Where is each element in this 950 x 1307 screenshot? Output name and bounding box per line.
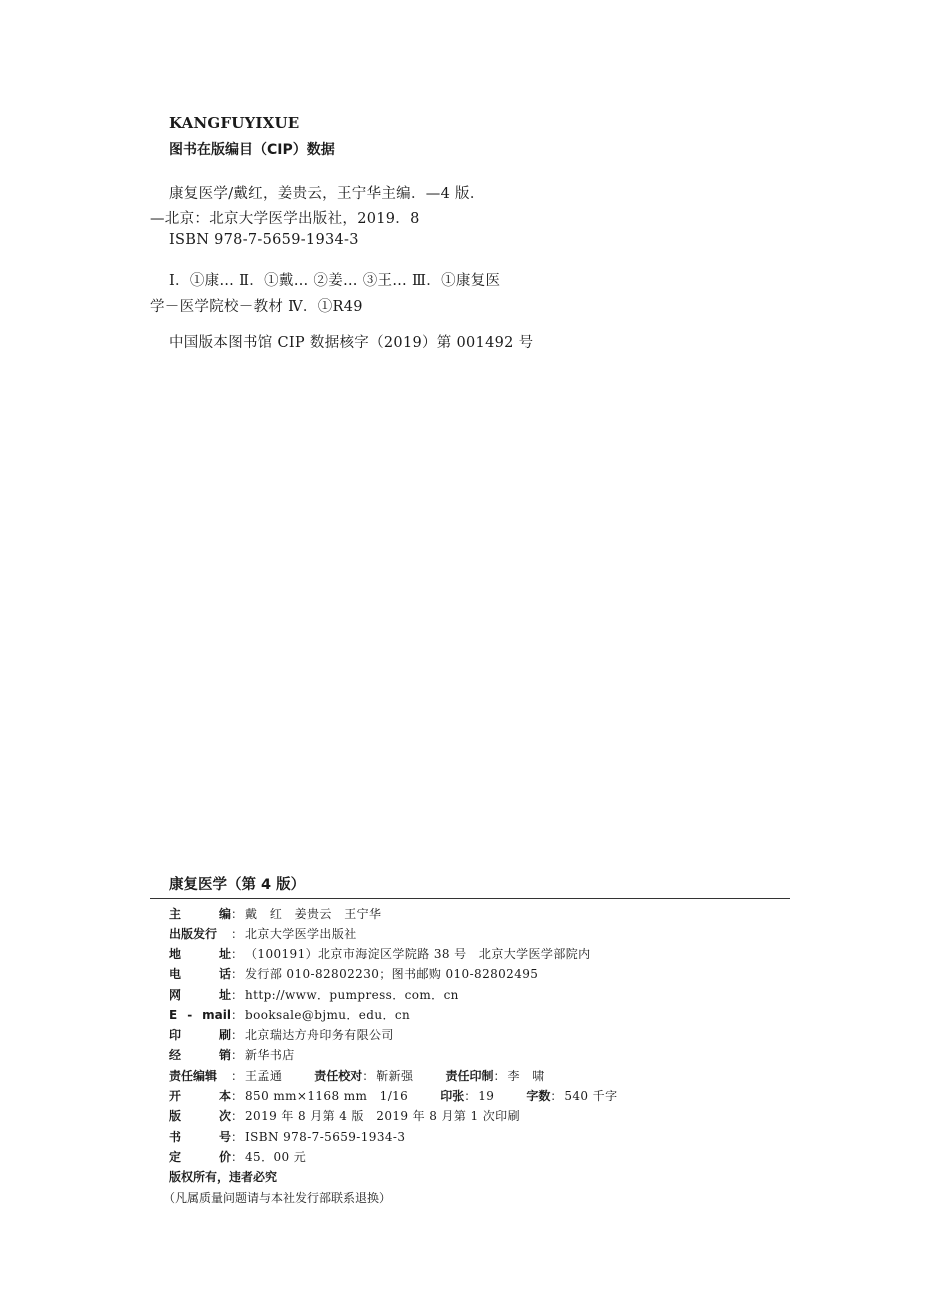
- row-address: 地 址 ： （100191）北京市海淀区学院路 38 号 北京大学医学部院内: [169, 947, 591, 961]
- cip-line-2: —北京：北京大学医学出版社，2019．8: [150, 211, 420, 227]
- book-title: 康复医学（第 4 版）: [169, 877, 306, 893]
- printer-value: 北京瑞达方舟印务有限公司: [245, 1028, 394, 1042]
- distributor-value: 新华书店: [245, 1048, 295, 1062]
- cip-heading: 图书在版编目（CIP）数据: [169, 142, 335, 158]
- cip-line-1: 康复医学/戴红，姜贵云，王宁华主编．—4 版．: [169, 186, 485, 202]
- label-editors: 主 编: [169, 907, 231, 921]
- row-responsibility: 责任编辑 ： 王孟通 责任校对 ： 靳新强 责任印制 ： 李 啸: [169, 1069, 545, 1083]
- phone-value: 发行部 010-82802230；图书邮购 010-82802495: [245, 967, 539, 981]
- pinyin-title: KANGFUYIXUE: [169, 114, 300, 132]
- label-words: 字数: [526, 1089, 551, 1103]
- label-address: 地 址: [169, 947, 231, 961]
- copyright-notice: 版权所有，违者必究: [169, 1170, 278, 1184]
- publisher-value: 北京大学医学出版社: [245, 927, 357, 941]
- label-format: 开 本: [169, 1089, 231, 1103]
- format-value: 850 mm×1168 mm 1/16: [245, 1089, 409, 1103]
- label-print-resp: 责任印制: [445, 1069, 494, 1083]
- price-value: 45．00 元: [245, 1150, 307, 1164]
- address-value: （100191）北京市海淀区学院路 38 号 北京大学医学部院内: [245, 947, 591, 961]
- cip-isbn: ISBN 978-7-5659-1934-3: [169, 232, 359, 248]
- label-resp-editor: 责任编辑: [169, 1069, 218, 1083]
- resp-editor-value: 王孟通: [245, 1069, 283, 1083]
- website-value: http://www．pumpress．com．cn: [245, 988, 459, 1002]
- label-printer: 印 刷: [169, 1028, 231, 1042]
- cip-classification-1: Ⅰ．①康… Ⅱ．①戴… ②姜… ③王… Ⅲ．①康复医: [169, 273, 501, 289]
- label-edition: 版 次: [169, 1109, 231, 1123]
- row-distributor: 经 销 ： 新华书店: [169, 1048, 295, 1062]
- row-website: 网 址 ： http://www．pumpress．com．cn: [169, 988, 459, 1002]
- divider-rule: [150, 898, 790, 899]
- label-phone: 电 话: [169, 967, 231, 981]
- print-resp-value: 李 啸: [507, 1069, 545, 1083]
- row-edition: 版 次 ： 2019 年 8 月第 4 版 2019 年 8 月第 1 次印刷: [169, 1109, 520, 1123]
- row-printer: 印 刷 ： 北京瑞达方舟印务有限公司: [169, 1028, 394, 1042]
- edition-value: 2019 年 8 月第 4 版 2019 年 8 月第 1 次印刷: [245, 1109, 520, 1123]
- row-editors: 主 编 ： 戴 红 姜贵云 王宁华: [169, 907, 382, 921]
- cip-classification-2: 学－医学院校－教材 Ⅳ．①R49: [150, 299, 363, 315]
- label-isbn: 书 号: [169, 1130, 231, 1144]
- label-website: 网 址: [169, 988, 231, 1002]
- label-distributor: 经 销: [169, 1048, 231, 1062]
- cip-library-record: 中国版本图书馆 CIP 数据核字（2019）第 001492 号: [169, 335, 534, 351]
- row-phone: 电 话 ： 发行部 010-82802230；图书邮购 010-82802495: [169, 967, 539, 981]
- label-email: E - mail: [169, 1008, 231, 1022]
- words-value: 540 千字: [564, 1089, 618, 1103]
- row-publisher: 出版发行 ： 北京大学医学出版社: [169, 927, 357, 941]
- proofreader-value: 靳新强: [376, 1069, 414, 1083]
- email-value: booksale@bjmu．edu．cn: [245, 1008, 411, 1022]
- sheets-value: 19: [478, 1089, 495, 1103]
- row-format: 开 本 ： 850 mm×1168 mm 1/16 印张 ： 19 字数 ： 540 千字: [169, 1089, 618, 1103]
- label-sheets: 印张: [440, 1089, 465, 1103]
- label-price: 定 价: [169, 1150, 231, 1164]
- return-note: （凡属质量问题请与本社发行部联系退换）: [163, 1191, 392, 1205]
- row-price: 定 价 ： 45．00 元: [169, 1150, 307, 1164]
- isbn-value: ISBN 978-7-5659-1934-3: [245, 1130, 406, 1144]
- label-proofreader: 责任校对: [314, 1069, 363, 1083]
- row-isbn: 书 号 ： ISBN 978-7-5659-1934-3: [169, 1130, 406, 1144]
- label-publisher: 出版发行: [169, 927, 218, 941]
- row-email: E - mail ： booksale@bjmu．edu．cn: [169, 1008, 411, 1022]
- editors-value: 戴 红 姜贵云 王宁华: [245, 907, 382, 921]
